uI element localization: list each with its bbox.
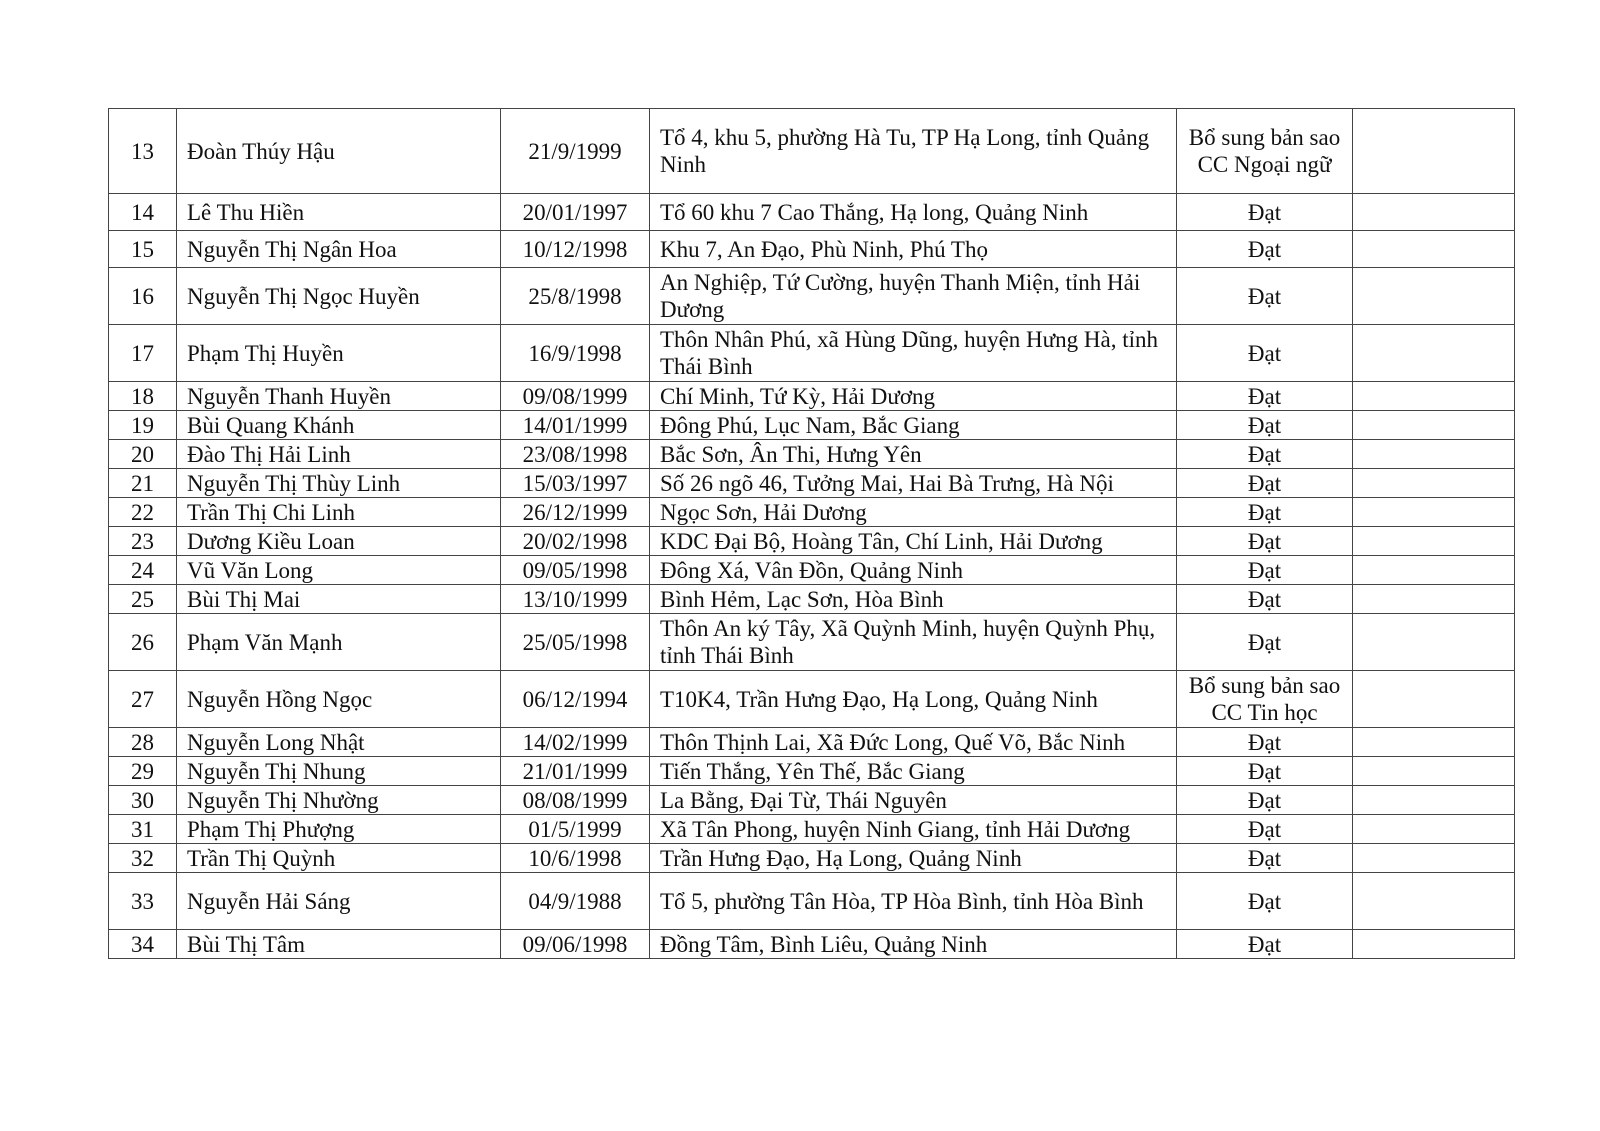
result: Đạt bbox=[1177, 728, 1353, 757]
note bbox=[1353, 498, 1515, 527]
row-number: 24 bbox=[109, 556, 177, 585]
result: Đạt bbox=[1177, 930, 1353, 959]
row-number: 32 bbox=[109, 844, 177, 873]
address: Bắc Sơn, Ân Thi, Hưng Yên bbox=[650, 440, 1177, 469]
row-number: 22 bbox=[109, 498, 177, 527]
result: Đạt bbox=[1177, 614, 1353, 671]
table-row bbox=[109, 728, 1515, 757]
table-row bbox=[109, 231, 1515, 268]
table-row bbox=[109, 873, 1515, 930]
date-of-birth: 09/08/1999 bbox=[501, 382, 650, 411]
note bbox=[1353, 585, 1515, 614]
date-of-birth: 14/01/1999 bbox=[501, 411, 650, 440]
note bbox=[1353, 382, 1515, 411]
note bbox=[1353, 873, 1515, 930]
address: Khu 7, An Đạo, Phù Ninh, Phú Thọ bbox=[650, 231, 1177, 268]
note bbox=[1353, 614, 1515, 671]
result: Đạt bbox=[1177, 268, 1353, 325]
candidate-table bbox=[108, 108, 1515, 959]
address: Tổ 4, khu 5, phường Hà Tu, TP Hạ Long, tỉnh Quảng Ninh bbox=[650, 109, 1177, 194]
date-of-birth: 08/08/1999 bbox=[501, 786, 650, 815]
candidate-name: Nguyễn Thị Nhung bbox=[177, 757, 501, 786]
candidate-name: Nguyễn Hồng Ngọc bbox=[177, 671, 501, 728]
date-of-birth: 16/9/1998 bbox=[501, 325, 650, 382]
table-row bbox=[109, 469, 1515, 498]
candidate-name: Nguyễn Thị Ngọc Huyền bbox=[177, 268, 501, 325]
address: Tổ 60 khu 7 Cao Thắng, Hạ long, Quảng Ninh bbox=[650, 194, 1177, 231]
address: Ngọc Sơn, Hải Dương bbox=[650, 498, 1177, 527]
candidate-name: Đào Thị Hải Linh bbox=[177, 440, 501, 469]
table-row bbox=[109, 382, 1515, 411]
note bbox=[1353, 815, 1515, 844]
result: Đạt bbox=[1177, 382, 1353, 411]
note bbox=[1353, 411, 1515, 440]
table-row bbox=[109, 556, 1515, 585]
result: Bổ sung bản sao CC Ngoại ngữ bbox=[1177, 109, 1353, 194]
table-row bbox=[109, 786, 1515, 815]
note bbox=[1353, 786, 1515, 815]
date-of-birth: 10/12/1998 bbox=[501, 231, 650, 268]
result: Đạt bbox=[1177, 498, 1353, 527]
address: Tổ 5, phường Tân Hòa, TP Hòa Bình, tỉnh Hòa Bình bbox=[650, 873, 1177, 930]
address: Trần Hưng Đạo, Hạ Long, Quảng Ninh bbox=[650, 844, 1177, 873]
row-number: 29 bbox=[109, 757, 177, 786]
table-row bbox=[109, 325, 1515, 382]
row-number: 21 bbox=[109, 469, 177, 498]
note bbox=[1353, 469, 1515, 498]
candidate-name: Nguyễn Thị Nhường bbox=[177, 786, 501, 815]
address: KDC Đại Bộ, Hoàng Tân, Chí Linh, Hải Dương bbox=[650, 527, 1177, 556]
candidate-name: Vũ Văn Long bbox=[177, 556, 501, 585]
result: Đạt bbox=[1177, 194, 1353, 231]
date-of-birth: 20/01/1997 bbox=[501, 194, 650, 231]
date-of-birth: 20/02/1998 bbox=[501, 527, 650, 556]
candidate-name: Phạm Thị Phượng bbox=[177, 815, 501, 844]
note bbox=[1353, 440, 1515, 469]
result: Đạt bbox=[1177, 844, 1353, 873]
table-row bbox=[109, 930, 1515, 959]
row-number: 31 bbox=[109, 815, 177, 844]
row-number: 14 bbox=[109, 194, 177, 231]
table-row bbox=[109, 194, 1515, 231]
address: Tiến Thắng, Yên Thế, Bắc Giang bbox=[650, 757, 1177, 786]
note bbox=[1353, 268, 1515, 325]
result: Đạt bbox=[1177, 786, 1353, 815]
date-of-birth: 21/9/1999 bbox=[501, 109, 650, 194]
candidate-name: Lê Thu Hiền bbox=[177, 194, 501, 231]
candidate-name: Trần Thị Chi Linh bbox=[177, 498, 501, 527]
table-row bbox=[109, 757, 1515, 786]
row-number: 25 bbox=[109, 585, 177, 614]
result: Đạt bbox=[1177, 556, 1353, 585]
result: Bổ sung bản sao CC Tin học bbox=[1177, 671, 1353, 728]
date-of-birth: 25/8/1998 bbox=[501, 268, 650, 325]
candidate-name: Nguyễn Thị Ngân Hoa bbox=[177, 231, 501, 268]
row-number: 27 bbox=[109, 671, 177, 728]
note bbox=[1353, 757, 1515, 786]
row-number: 18 bbox=[109, 382, 177, 411]
date-of-birth: 09/06/1998 bbox=[501, 930, 650, 959]
candidate-name: Dương Kiều Loan bbox=[177, 527, 501, 556]
table-row bbox=[109, 614, 1515, 671]
date-of-birth: 10/6/1998 bbox=[501, 844, 650, 873]
date-of-birth: 14/02/1999 bbox=[501, 728, 650, 757]
address: Thôn Nhân Phú, xã Hùng Dũng, huyện Hưng Hà, tỉnh Thái Bình bbox=[650, 325, 1177, 382]
note bbox=[1353, 231, 1515, 268]
row-number: 16 bbox=[109, 268, 177, 325]
candidate-name: Nguyễn Long Nhật bbox=[177, 728, 501, 757]
date-of-birth: 23/08/1998 bbox=[501, 440, 650, 469]
table-row bbox=[109, 815, 1515, 844]
note bbox=[1353, 109, 1515, 194]
address: Đồng Tâm, Bình Liêu, Quảng Ninh bbox=[650, 930, 1177, 959]
row-number: 17 bbox=[109, 325, 177, 382]
note bbox=[1353, 728, 1515, 757]
row-number: 30 bbox=[109, 786, 177, 815]
address: Số 26 ngõ 46, Tưởng Mai, Hai Bà Trưng, Hà Nội bbox=[650, 469, 1177, 498]
result: Đạt bbox=[1177, 815, 1353, 844]
table-row bbox=[109, 498, 1515, 527]
document-page bbox=[108, 108, 1514, 959]
address: Chí Minh, Tứ Kỳ, Hải Dương bbox=[650, 382, 1177, 411]
candidate-name: Phạm Văn Mạnh bbox=[177, 614, 501, 671]
row-number: 33 bbox=[109, 873, 177, 930]
table-row bbox=[109, 527, 1515, 556]
row-number: 34 bbox=[109, 930, 177, 959]
date-of-birth: 06/12/1994 bbox=[501, 671, 650, 728]
candidate-name: Nguyễn Thị Thùy Linh bbox=[177, 469, 501, 498]
address: La Bằng, Đại Từ, Thái Nguyên bbox=[650, 786, 1177, 815]
row-number: 15 bbox=[109, 231, 177, 268]
row-number: 13 bbox=[109, 109, 177, 194]
date-of-birth: 09/05/1998 bbox=[501, 556, 650, 585]
note bbox=[1353, 527, 1515, 556]
address: Thôn An ký Tây, Xã Quỳnh Minh, huyện Quỳnh Phụ, tỉnh Thái Bình bbox=[650, 614, 1177, 671]
table-row bbox=[109, 671, 1515, 728]
date-of-birth: 21/01/1999 bbox=[501, 757, 650, 786]
result: Đạt bbox=[1177, 325, 1353, 382]
row-number: 20 bbox=[109, 440, 177, 469]
result: Đạt bbox=[1177, 440, 1353, 469]
result: Đạt bbox=[1177, 757, 1353, 786]
note bbox=[1353, 671, 1515, 728]
result: Đạt bbox=[1177, 527, 1353, 556]
row-number: 23 bbox=[109, 527, 177, 556]
candidate-name: Bùi Quang Khánh bbox=[177, 411, 501, 440]
date-of-birth: 04/9/1988 bbox=[501, 873, 650, 930]
candidate-name: Phạm Thị Huyền bbox=[177, 325, 501, 382]
date-of-birth: 15/03/1997 bbox=[501, 469, 650, 498]
address: T10K4, Trần Hưng Đạo, Hạ Long, Quảng Ninh bbox=[650, 671, 1177, 728]
note bbox=[1353, 556, 1515, 585]
note bbox=[1353, 325, 1515, 382]
candidate-name: Đoàn Thúy Hậu bbox=[177, 109, 501, 194]
date-of-birth: 25/05/1998 bbox=[501, 614, 650, 671]
address: Đông Xá, Vân Đồn, Quảng Ninh bbox=[650, 556, 1177, 585]
candidate-table-body bbox=[109, 109, 1515, 959]
date-of-birth: 13/10/1999 bbox=[501, 585, 650, 614]
result: Đạt bbox=[1177, 231, 1353, 268]
candidate-name: Nguyễn Hải Sáng bbox=[177, 873, 501, 930]
table-row bbox=[109, 844, 1515, 873]
date-of-birth: 01/5/1999 bbox=[501, 815, 650, 844]
candidate-name: Bùi Thị Mai bbox=[177, 585, 501, 614]
note bbox=[1353, 194, 1515, 231]
note bbox=[1353, 844, 1515, 873]
row-number: 19 bbox=[109, 411, 177, 440]
result: Đạt bbox=[1177, 411, 1353, 440]
table-row bbox=[109, 440, 1515, 469]
result: Đạt bbox=[1177, 585, 1353, 614]
address: Xã Tân Phong, huyện Ninh Giang, tỉnh Hải Dương bbox=[650, 815, 1177, 844]
candidate-name: Nguyễn Thanh Huyền bbox=[177, 382, 501, 411]
address: Bình Hẻm, Lạc Sơn, Hòa Bình bbox=[650, 585, 1177, 614]
candidate-name: Bùi Thị Tâm bbox=[177, 930, 501, 959]
address: Thôn Thịnh Lai, Xã Đức Long, Quế Võ, Bắc Ninh bbox=[650, 728, 1177, 757]
table-row bbox=[109, 109, 1515, 194]
row-number: 26 bbox=[109, 614, 177, 671]
date-of-birth: 26/12/1999 bbox=[501, 498, 650, 527]
row-number: 28 bbox=[109, 728, 177, 757]
candidate-name: Trần Thị Quỳnh bbox=[177, 844, 501, 873]
table-row bbox=[109, 268, 1515, 325]
result: Đạt bbox=[1177, 873, 1353, 930]
table-row bbox=[109, 585, 1515, 614]
note bbox=[1353, 930, 1515, 959]
address: An Nghiệp, Tứ Cường, huyện Thanh Miện, tỉnh Hải Dương bbox=[650, 268, 1177, 325]
table-row bbox=[109, 411, 1515, 440]
address: Đông Phú, Lục Nam, Bắc Giang bbox=[650, 411, 1177, 440]
result: Đạt bbox=[1177, 469, 1353, 498]
